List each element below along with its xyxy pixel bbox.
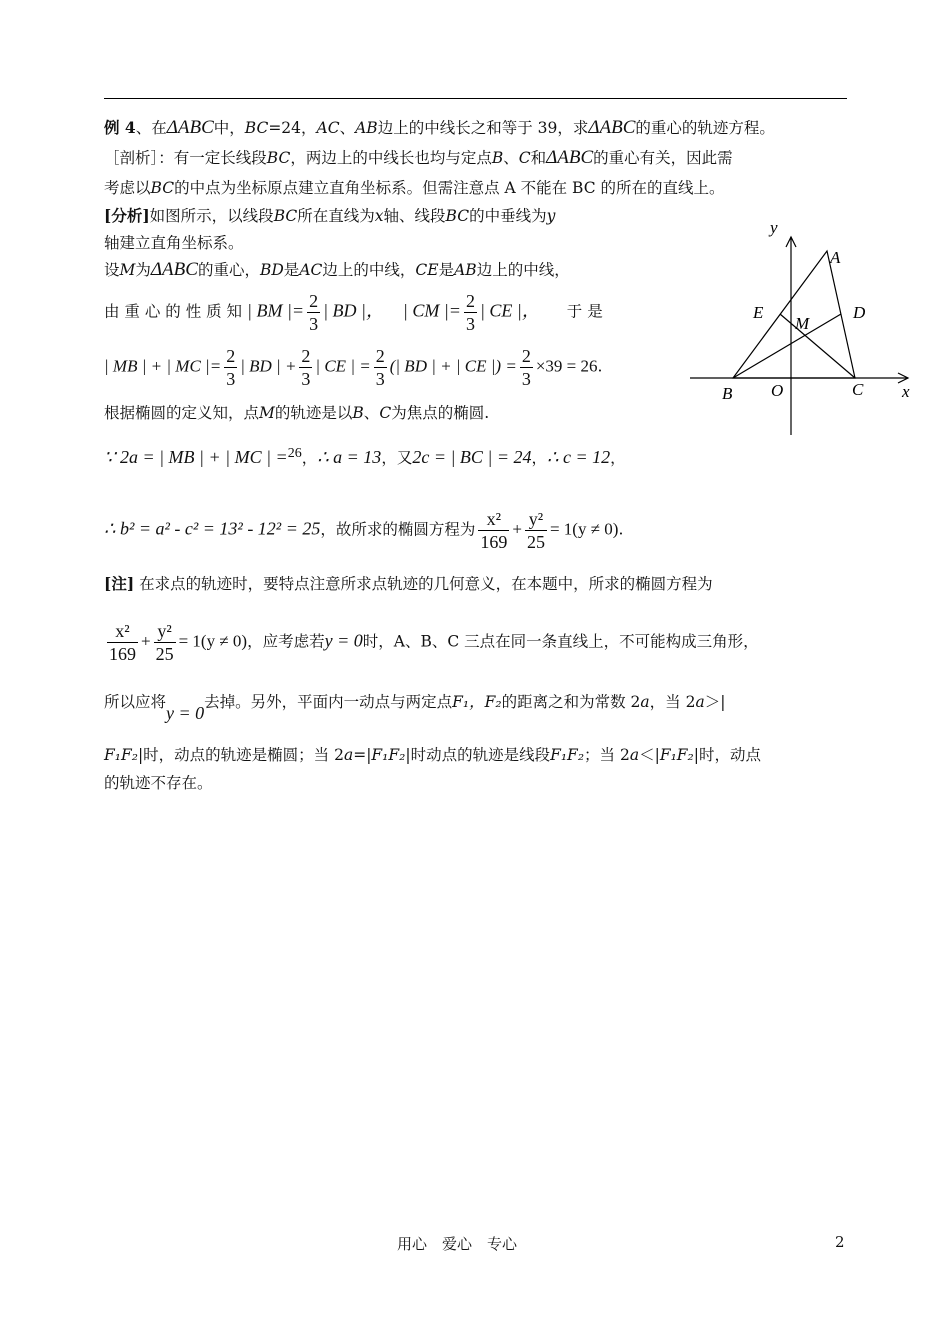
label-d: D <box>853 303 866 322</box>
text: 的中点为坐标原点建立直角坐标系。但需注意点 A 不能在 BC 的所在的直线上。 <box>174 179 725 197</box>
formula-2a: ∵ 2a = | MB | + | MC | = <box>104 447 288 468</box>
label-b: B <box>722 384 733 403</box>
fraction-y2-25 <box>154 620 176 665</box>
example-line-7 <box>104 290 603 335</box>
example-line-6 <box>104 259 570 281</box>
frac-den: 25 <box>526 532 545 552</box>
note-line-3 <box>104 690 726 723</box>
example-line-10 <box>104 443 626 469</box>
note-line-4 <box>104 744 761 766</box>
segment-bc: BC <box>445 207 470 225</box>
text: 轴、线段 <box>383 207 446 225</box>
formula-ce: | CE | = <box>315 356 371 376</box>
frac-den: 3 <box>226 369 236 389</box>
formula-cm: | CM |= <box>402 300 461 321</box>
fraction-two-thirds <box>299 345 312 390</box>
label-x: x <box>902 382 910 401</box>
segment-bc: BC <box>150 179 175 197</box>
text: 、 <box>503 149 519 167</box>
triangle-abc: ΔABC <box>150 259 198 280</box>
example-line-8: | MB | + | MC |= $\frac{2}{3}$ | BD | + $\frac{2}{3}$ | CE | = $\frac{2}{3}$ (| BD | + | CE |) = $\frac{2}{3}$ ×39 = 26. <box>104 346 603 389</box>
example-line-3 <box>104 177 725 199</box>
example-line-11 <box>104 508 623 553</box>
formula-bd: | BD |， <box>323 300 384 321</box>
footer-motto: 用心 爱心 专心 <box>397 1235 518 1253</box>
formula-y-zero: y = 0 <box>324 630 363 651</box>
plus-sign: + <box>512 519 522 539</box>
note-line-2 <box>104 620 759 665</box>
segment-ab: AB <box>454 261 477 279</box>
frac-den: 3 <box>465 314 475 334</box>
point-m: M <box>119 261 136 279</box>
text: 是 <box>283 261 300 279</box>
note-line-1 <box>104 573 713 595</box>
text: ， <box>610 449 626 468</box>
segment-bd: BD <box>259 261 284 279</box>
text: ， <box>531 449 548 468</box>
formula-result: ×39 = 26 <box>535 356 598 376</box>
example-line-1 <box>104 117 775 139</box>
var-a: a <box>629 746 640 764</box>
formula-a: ∴ a = 13 <box>317 447 382 468</box>
text: . <box>618 520 624 539</box>
formula-y-zero: y = 0 <box>166 703 205 723</box>
point-c: C <box>518 149 531 167</box>
foci-f1-f2: F₁，F₂ <box>452 693 502 711</box>
text: 的距离之和为常数 2 <box>501 693 641 711</box>
example-line-5: 轴建立直角坐标系。 <box>104 234 244 252</box>
segment-bc: BC <box>266 149 291 167</box>
text: 是 <box>438 261 455 279</box>
text: 中， <box>213 119 245 137</box>
segment-f1f2: F₁F₂ <box>104 746 138 764</box>
fraction-two-thirds <box>374 345 387 390</box>
frac-num: 2 <box>226 346 236 366</box>
text: ＞| <box>704 693 726 711</box>
text: 的重心有关，因此需 <box>593 149 733 167</box>
frac-num: x² <box>478 508 509 531</box>
value-26: 26 <box>287 446 302 461</box>
fraction-two-thirds <box>464 290 477 335</box>
frac-den: 25 <box>155 644 174 664</box>
text: 的重心的轨迹方程。 <box>635 119 775 137</box>
analysis-label: [分析] <box>104 206 150 225</box>
frac-num: 2 <box>465 291 475 311</box>
example-label: 例 4 <box>104 118 136 137</box>
formula-sum-bd-ce: (| BD | + | CE |) = <box>389 356 517 376</box>
segment-f1f2: F₁F₂ <box>371 746 406 764</box>
frac-den: 3 <box>309 314 319 334</box>
triangle-abc: ΔABC <box>588 117 636 138</box>
text: 边上的中线长之和等于 39，求 <box>377 119 589 137</box>
label-e: E <box>753 303 764 322</box>
point-b: B <box>352 404 364 422</box>
frac-num: 2 <box>375 346 385 366</box>
point-c: C <box>379 404 392 422</box>
text: 考虑以 <box>104 179 151 197</box>
var-a: a <box>343 746 354 764</box>
text: ，又 <box>381 449 413 468</box>
text: ，故所求的椭圆方程为 <box>320 520 476 539</box>
text: 的轨迹是以 <box>274 404 353 422</box>
label-o: O <box>771 381 784 400</box>
text: 、 <box>363 404 380 422</box>
y-var: y <box>546 207 556 225</box>
fraction-two-thirds <box>307 290 320 335</box>
formula-ce: | CE |， <box>479 300 540 321</box>
fraction-two-thirds <box>224 345 237 390</box>
text: ，当 2 <box>649 693 696 711</box>
point-m: M <box>259 404 275 422</box>
frac-den: 169 <box>480 532 508 552</box>
text: 所在直线为 <box>297 207 375 225</box>
frac-num: y² <box>525 508 547 531</box>
text: 如图所示，以线段 <box>149 207 274 225</box>
triangle-abc: ΔABC <box>166 117 214 138</box>
plus-sign: + <box>141 631 151 651</box>
segment-ac: AC <box>299 261 323 279</box>
fraction-x2-169 <box>478 508 509 553</box>
formula-2c: 2c = | BC | = 24 <box>412 447 532 468</box>
label-a: A <box>830 248 841 267</box>
text: =24， <box>268 119 317 137</box>
text: 为 <box>135 261 151 279</box>
text: 边上的中线， <box>322 261 416 279</box>
text: 的重心， <box>197 261 260 279</box>
point-b: B <box>491 149 504 167</box>
text: 于 是 <box>566 302 603 321</box>
example-line-4 <box>104 205 555 227</box>
note-label: [注] <box>104 574 135 593</box>
fraction-y2-25 <box>525 508 547 553</box>
text: ，应考虑若 <box>247 632 325 651</box>
note-line-5: 的轨迹不存在。 <box>104 774 213 792</box>
text: ；当 2 <box>584 746 630 764</box>
frac-den: 169 <box>109 644 136 664</box>
text: 为焦点的椭圆. <box>391 404 490 422</box>
formula-bd: | BD | + <box>240 356 297 376</box>
segment-bc: BC <box>273 207 298 225</box>
fraction-x2-169 <box>107 620 138 665</box>
text: 和 <box>530 149 547 167</box>
label-c: C <box>852 380 864 399</box>
text: 在求点的轨迹时，要特点注意所求点轨迹的几何意义，在本题中，所求的椭圆方程为 <box>139 575 713 593</box>
ellipse-equation-rhs: = 1(y ≠ 0) <box>549 519 619 539</box>
frac-den: 3 <box>521 369 531 389</box>
text: ［剖析］：有一定长线段 <box>104 149 267 167</box>
text: 的中垂线为 <box>469 207 547 225</box>
page-number: 2 <box>835 1233 845 1251</box>
example-line-2 <box>104 147 733 169</box>
text: |时，动点 <box>693 746 761 764</box>
example-line-9 <box>104 402 489 424</box>
text: ，两边上的中线长也均与定点 <box>290 149 492 167</box>
frac-num: 2 <box>301 346 311 366</box>
formula-c: ∴ c = 12 <box>547 447 611 468</box>
text: ， <box>301 449 318 468</box>
segment-ce: CE <box>415 261 439 279</box>
median-bd <box>733 314 841 378</box>
var-a: a <box>695 693 705 711</box>
frac-num: 2 <box>521 346 531 366</box>
text: 去掉。另外，平面内一动点与两定点 <box>204 693 453 711</box>
text: =| <box>353 746 372 764</box>
formula-b-squared: ∴ b² = a² - c² = 13² - 12² = 25 <box>104 518 321 539</box>
text: 、在 <box>135 119 167 137</box>
segment-f1f2: F₁F₂ <box>550 746 585 764</box>
frac-den: 3 <box>375 369 385 389</box>
segment-ab: AB <box>355 119 378 137</box>
text: |时动点的轨迹是线段 <box>405 746 551 764</box>
text: 由 重 心 的 性 质 知 <box>104 302 243 321</box>
formula-sum: | MB | + | MC |= <box>104 356 222 376</box>
text: |时，动点的轨迹是椭圆；当 2 <box>137 746 344 764</box>
text: 、 <box>339 119 356 137</box>
triangle-abc-shape <box>733 251 855 378</box>
frac-num: y² <box>154 620 176 643</box>
x-var: x <box>374 207 384 225</box>
label-m: M <box>795 314 810 333</box>
segment-bc: BC <box>244 119 269 137</box>
text: 时，A、B、C 三点在同一条直线上，不可能构成三角形， <box>362 632 759 651</box>
triangle-abc: ΔABC <box>546 147 594 168</box>
frac-num: x² <box>107 620 138 643</box>
text: 边上的中线， <box>476 261 570 279</box>
fraction-two-thirds <box>520 345 533 390</box>
header-rule <box>104 98 847 99</box>
segment-f1f2: F₁F₂ <box>659 746 694 764</box>
segment-ac: AC <box>316 119 340 137</box>
ellipse-equation-rhs: = 1(y ≠ 0) <box>178 631 248 651</box>
frac-den: 3 <box>301 369 311 389</box>
triangle-figure <box>690 215 920 445</box>
label-y: y <box>770 218 778 237</box>
frac-num: 2 <box>309 291 319 311</box>
text: ＜| <box>639 746 660 764</box>
var-a: a <box>640 693 650 711</box>
text: 设 <box>104 261 120 279</box>
text: 根据椭圆的定义知，点 <box>104 404 260 422</box>
formula-bm: | BM |= <box>247 300 305 321</box>
text: 所以应将 <box>104 693 167 711</box>
